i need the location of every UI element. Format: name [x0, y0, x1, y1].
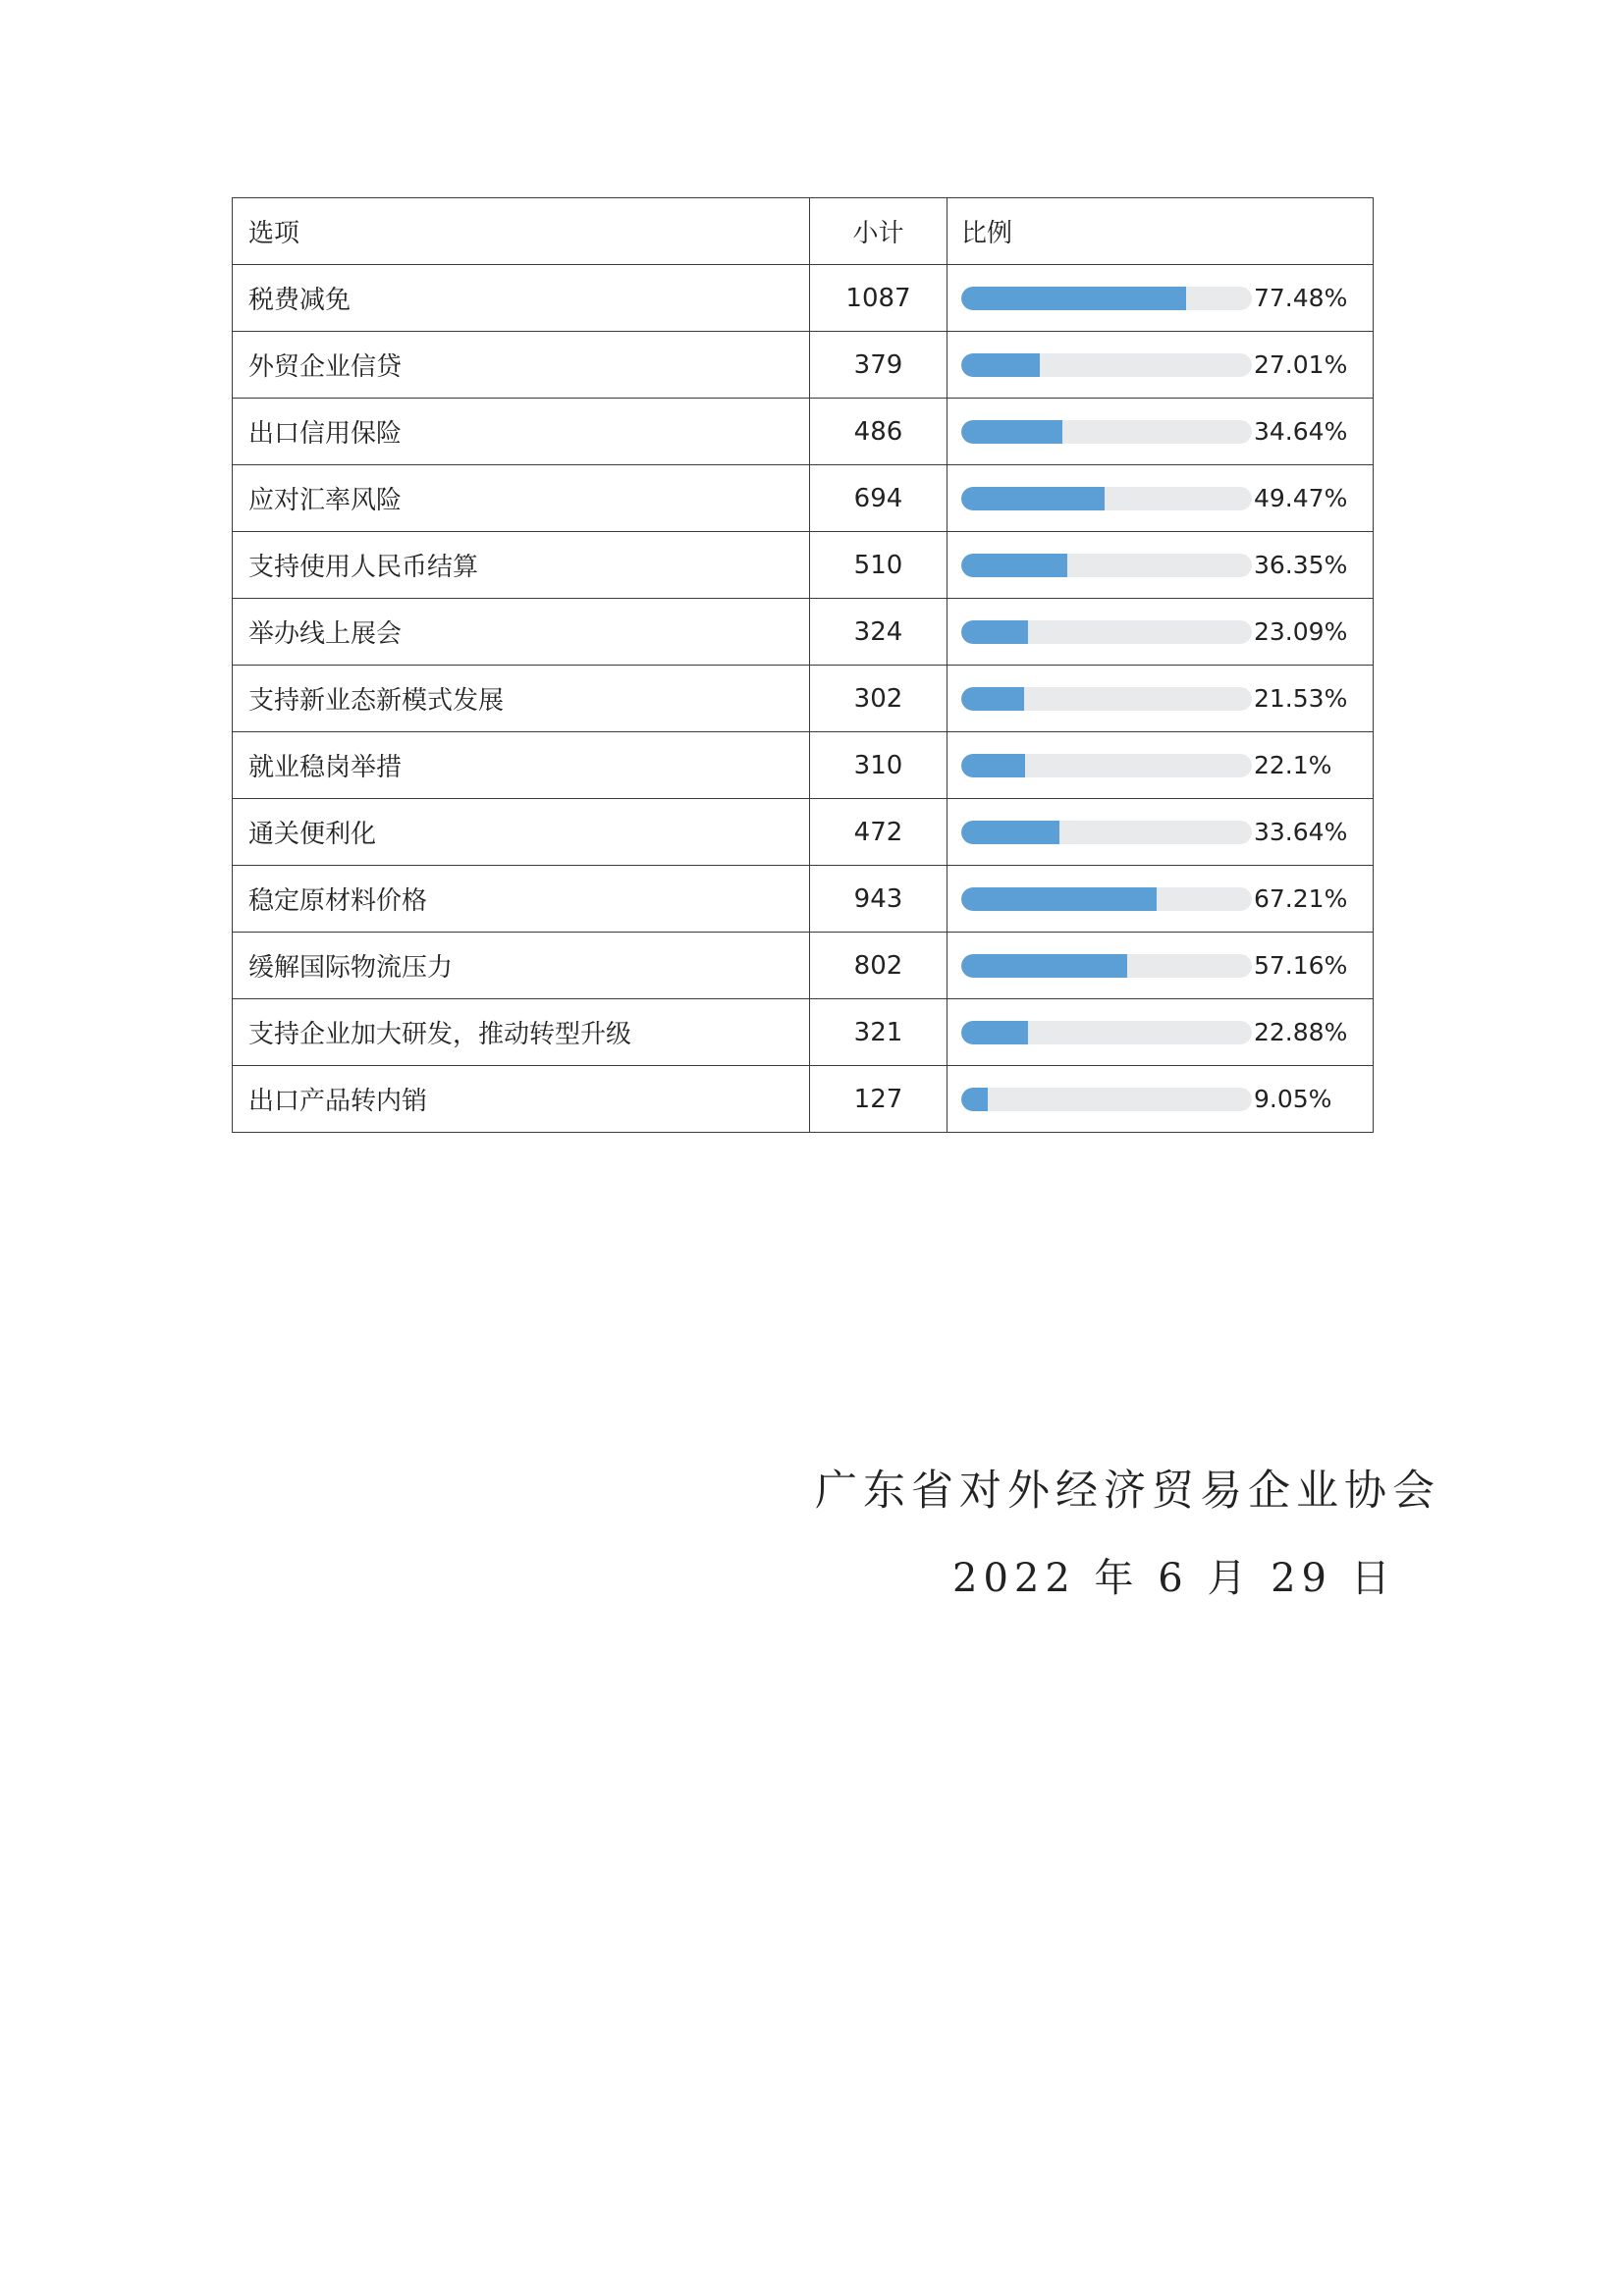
ratio-bar-track [961, 620, 1252, 644]
ratio-bar-track [961, 954, 1252, 978]
ratio-wrapper [961, 1066, 1373, 1132]
ratio-percent-text: 22.1% [1254, 751, 1332, 779]
ratio-wrapper [961, 399, 1373, 464]
option-count: 324 [810, 599, 947, 666]
table-row [233, 265, 1374, 332]
option-ratio-cell [947, 532, 1374, 599]
table-row [233, 933, 1374, 999]
option-ratio-cell [947, 999, 1374, 1066]
organization-name: 广东省对外经济贸易企业协会 [815, 1467, 1440, 1516]
ratio-wrapper [961, 599, 1373, 665]
ratio-bar-fill [961, 754, 1025, 777]
option-label: 稳定原材料价格 [233, 866, 810, 933]
ratio-bar-fill [961, 554, 1067, 577]
option-ratio-cell [947, 465, 1374, 532]
option-count: 379 [810, 332, 947, 399]
ratio-bar-track [961, 420, 1252, 444]
ratio-wrapper [961, 465, 1373, 531]
option-ratio-cell [947, 933, 1374, 999]
ratio-wrapper [961, 265, 1373, 331]
ratio-wrapper [961, 799, 1373, 865]
ratio-bar-fill [961, 887, 1157, 911]
option-count: 310 [810, 732, 947, 799]
header-count: 小计 [810, 198, 947, 265]
ratio-bar-track [961, 353, 1252, 377]
ratio-bar-fill [961, 420, 1062, 444]
ratio-bar-fill [961, 1021, 1028, 1044]
ratio-percent-text: 22.88% [1254, 1018, 1348, 1046]
option-label: 支持新业态新模式发展 [233, 666, 810, 732]
table-body [233, 265, 1374, 1133]
ratio-wrapper [961, 999, 1373, 1065]
ratio-bar-track [961, 887, 1252, 911]
table-row [233, 732, 1374, 799]
ratio-bar-track [961, 554, 1252, 577]
ratio-wrapper [961, 666, 1373, 731]
ratio-wrapper [961, 933, 1373, 998]
option-label: 出口产品转内销 [233, 1066, 810, 1133]
option-count: 302 [810, 666, 947, 732]
option-ratio-cell [947, 399, 1374, 465]
ratio-bar-track [961, 487, 1252, 510]
option-ratio-cell [947, 332, 1374, 399]
table-row [233, 999, 1374, 1066]
table-row [233, 599, 1374, 666]
option-ratio-cell [947, 866, 1374, 933]
option-label: 举办线上展会 [233, 599, 810, 666]
option-label: 支持使用人民币结算 [233, 532, 810, 599]
option-count: 127 [810, 1066, 947, 1133]
table-row [233, 866, 1374, 933]
ratio-bar-track [961, 1021, 1252, 1044]
ratio-percent-text: 49.47% [1254, 484, 1348, 512]
option-label: 应对汇率风险 [233, 465, 810, 532]
option-ratio-cell [947, 666, 1374, 732]
header-ratio: 比例 [947, 198, 1374, 265]
ratio-bar-fill [961, 821, 1059, 844]
ratio-bar-fill [961, 1088, 988, 1111]
ratio-bar-fill [961, 287, 1186, 310]
ratio-percent-text: 9.05% [1254, 1085, 1332, 1113]
option-label: 支持企业加大研发，推动转型升级 [233, 999, 810, 1066]
option-count: 510 [810, 532, 947, 599]
option-label: 缓解国际物流压力 [233, 933, 810, 999]
ratio-percent-text: 21.53% [1254, 684, 1348, 713]
ratio-bar-track [961, 1088, 1252, 1111]
ratio-percent-text: 23.09% [1254, 617, 1348, 646]
ratio-percent-text: 67.21% [1254, 884, 1348, 913]
option-count: 1087 [810, 265, 947, 332]
option-count: 943 [810, 866, 947, 933]
ratio-bar-fill [961, 954, 1127, 978]
header-option: 选项 [233, 198, 810, 265]
ratio-percent-text: 77.48% [1254, 284, 1348, 312]
option-ratio-cell [947, 1066, 1374, 1133]
option-label: 外贸企业信贷 [233, 332, 810, 399]
option-count: 321 [810, 999, 947, 1066]
ratio-percent-text: 36.35% [1254, 551, 1348, 579]
table-row [233, 465, 1374, 532]
option-count: 802 [810, 933, 947, 999]
ratio-bar-fill [961, 687, 1024, 711]
option-ratio-cell [947, 732, 1374, 799]
table-row [233, 332, 1374, 399]
ratio-wrapper [961, 332, 1373, 398]
option-count: 486 [810, 399, 947, 465]
ratio-bar-track [961, 287, 1252, 310]
ratio-bar-track [961, 821, 1252, 844]
table-row [233, 666, 1374, 732]
ratio-percent-text: 57.16% [1254, 951, 1348, 980]
option-ratio-cell [947, 265, 1374, 332]
ratio-wrapper [961, 532, 1373, 598]
ratio-percent-text: 34.64% [1254, 417, 1348, 446]
option-label: 就业稳岗举措 [233, 732, 810, 799]
table-row [233, 399, 1374, 465]
ratio-bar-fill [961, 353, 1040, 377]
table-row [233, 1066, 1374, 1133]
option-label: 税费减免 [233, 265, 810, 332]
ratio-percent-text: 27.01% [1254, 350, 1348, 379]
ratio-wrapper [961, 866, 1373, 932]
option-count: 472 [810, 799, 947, 866]
option-count: 694 [810, 465, 947, 532]
ratio-percent-text: 33.64% [1254, 818, 1348, 846]
table-row [233, 532, 1374, 599]
signature-block [815, 1458, 1440, 1603]
option-label: 通关便利化 [233, 799, 810, 866]
survey-results-table [232, 197, 1374, 1133]
ratio-bar-fill [961, 620, 1028, 644]
option-ratio-cell [947, 599, 1374, 666]
ratio-wrapper [961, 732, 1373, 798]
table-header-row [233, 198, 1374, 265]
table-row [233, 799, 1374, 866]
ratio-bar-fill [961, 487, 1105, 510]
ratio-bar-track [961, 687, 1252, 711]
ratio-bar-track [961, 754, 1252, 777]
signature-date: 2022 年 6 月 29 日 [952, 1556, 1396, 1601]
option-ratio-cell [947, 799, 1374, 866]
option-label: 出口信用保险 [233, 399, 810, 465]
